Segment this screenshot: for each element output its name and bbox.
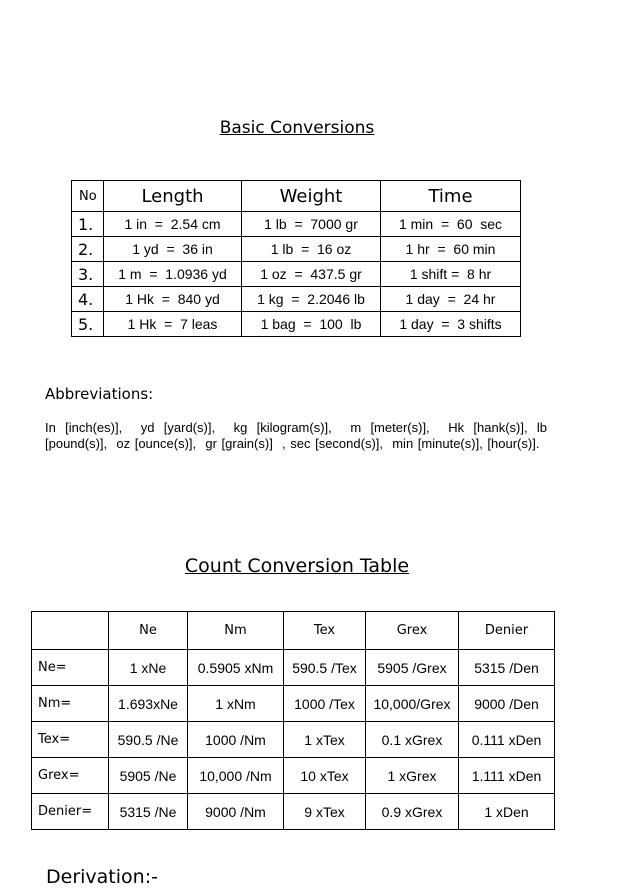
table-row xyxy=(72,312,521,337)
table-cell: 5905 /Grex xyxy=(366,650,459,686)
table-cell: 1000 /Nm xyxy=(188,722,284,758)
weight-cell: 1 lb = 7000 gr xyxy=(242,212,381,237)
time-cell: 1 day = 3 shifts xyxy=(381,312,521,337)
header-corner xyxy=(32,612,109,650)
table-cell: 1000 /Tex xyxy=(284,686,366,722)
table-cell: 10,000/Grex xyxy=(366,686,459,722)
header-nm: Nm xyxy=(188,612,284,650)
row-number: 1. xyxy=(72,212,104,237)
table-cell: 1 xNm xyxy=(188,686,284,722)
abbreviations-text: In [inch(es)], yd [yard(s)], kg [kilogram(s)], m [meter(s)], Hk [hank(s)], lb [pound(s)], oz [ounce(s)], gr [grain(s)] , sec [second(s)], min [minute(s)], [hour(s)]. xyxy=(45,420,552,451)
length-cell: 1 yd = 36 in xyxy=(104,237,242,262)
table-row xyxy=(32,650,555,686)
table-cell: 9000 /Nm xyxy=(188,794,284,830)
table-row xyxy=(72,262,521,287)
time-cell: 1 hr = 60 min xyxy=(381,237,521,262)
table-cell: 9000 /Den xyxy=(459,686,555,722)
table-row xyxy=(32,722,555,758)
table-cell: 0.1 xGrex xyxy=(366,722,459,758)
table-row xyxy=(72,212,521,237)
header-tex: Tex xyxy=(284,612,366,650)
table-header-row xyxy=(72,181,521,212)
row-label: Nm= xyxy=(32,686,109,722)
count-conversion-table xyxy=(31,611,555,830)
weight-cell: 1 kg = 2.2046 lb xyxy=(242,287,381,312)
row-label: Grex= xyxy=(32,758,109,794)
header-no: No xyxy=(72,181,104,212)
table-cell: 1.111 xDen xyxy=(459,758,555,794)
weight-cell: 1 oz = 437.5 gr xyxy=(242,262,381,287)
table-cell: 5905 /Ne xyxy=(109,758,188,794)
table-cell: 10 xTex xyxy=(284,758,366,794)
header-length: Length xyxy=(104,181,242,212)
header-time: Time xyxy=(381,181,521,212)
table-cell: 9 xTex xyxy=(284,794,366,830)
table-cell: 1 xNe xyxy=(109,650,188,686)
row-label: Ne= xyxy=(32,650,109,686)
weight-cell: 1 bag = 100 lb xyxy=(242,312,381,337)
time-cell: 1 day = 24 hr xyxy=(381,287,521,312)
table-row xyxy=(72,287,521,312)
length-cell: 1 in = 2.54 cm xyxy=(104,212,242,237)
header-weight: Weight xyxy=(242,181,381,212)
derivation-heading: Derivation:- xyxy=(46,866,158,888)
row-number: 5. xyxy=(72,312,104,337)
row-label: Tex= xyxy=(32,722,109,758)
row-number: 4. xyxy=(72,287,104,312)
table-cell: 5315 /Den xyxy=(459,650,555,686)
basic-conversions-table xyxy=(71,180,521,337)
table-cell: 5315 /Ne xyxy=(109,794,188,830)
time-cell: 1 min = 60 sec xyxy=(381,212,521,237)
length-cell: 1 Hk = 840 yd xyxy=(104,287,242,312)
row-number: 3. xyxy=(72,262,104,287)
table-row xyxy=(72,237,521,262)
table-cell: 1.693xNe xyxy=(109,686,188,722)
table-cell: 0.5905 xNm xyxy=(188,650,284,686)
basic-conversions-title: Basic Conversions xyxy=(219,118,375,138)
table-cell: 1 xDen xyxy=(459,794,555,830)
table-cell: 590.5 /Ne xyxy=(109,722,188,758)
table-cell: 0.111 xDen xyxy=(459,722,555,758)
header-ne: Ne xyxy=(109,612,188,650)
length-cell: 1 Hk = 7 leas xyxy=(104,312,242,337)
count-conversion-title: Count Conversion Table xyxy=(184,555,410,577)
weight-cell: 1 lb = 16 oz xyxy=(242,237,381,262)
table-header-row xyxy=(32,612,555,650)
abbreviations-heading: Abbreviations: xyxy=(45,385,154,403)
length-cell: 1 m = 1.0936 yd xyxy=(104,262,242,287)
header-denier: Denier xyxy=(459,612,555,650)
row-label: Denier= xyxy=(32,794,109,830)
time-cell: 1 shift = 8 hr xyxy=(381,262,521,287)
table-cell: 1 xTex xyxy=(284,722,366,758)
header-grex: Grex xyxy=(366,612,459,650)
table-row xyxy=(32,794,555,830)
table-cell: 1 xGrex xyxy=(366,758,459,794)
table-cell: 0.9 xGrex xyxy=(366,794,459,830)
table-cell: 10,000 /Nm xyxy=(188,758,284,794)
table-cell: 590.5 /Tex xyxy=(284,650,366,686)
table-row xyxy=(32,686,555,722)
table-row xyxy=(32,758,555,794)
row-number: 2. xyxy=(72,237,104,262)
